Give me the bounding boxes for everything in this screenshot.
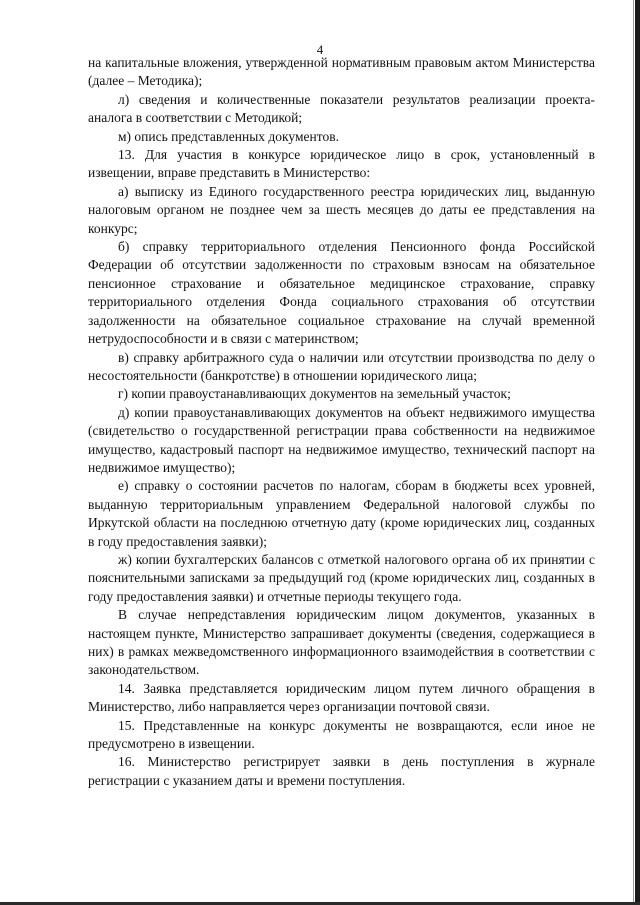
paragraph-continuation: на капитальные вложения, утвержденной нормативным правовым актом Министерства (далее – Методика);: [88, 55, 595, 89]
paragraph-item-zh: ж) копии бухгалтерских балансов с отметкой налогового органа об их принятии с пояснительными записками за предыдущий год (кроме юридических лиц, созданных в году предоставления заявки) и отчетные периоды текущего года.: [88, 551, 595, 604]
document-body: [88, 54, 595, 790]
paragraph-item-a: а) выписку из Единого государственного реестра юридических лиц, выданную налоговым органом не позднее чем за шесть месяцев до даты ее представления на конкурс;: [88, 183, 595, 236]
scan-edge-line: [633, 0, 634, 905]
paragraph-item-e: е) справку о состоянии расчетов по налогам, сборам в бюджеты всех уровней, выданную территориальным управлением Федеральной налоговой службы по Иркутской области на последнюю отчетную дату (кроме юридических лиц, созданных в году предоставления заявки);: [88, 478, 595, 549]
scan-edge-right: [635, 0, 640, 905]
paragraph-14: 14. Заявка представляется юридическим лицом путем личного обращения в Министерство, либо направляется через организации почтовой связи.: [88, 680, 595, 715]
paragraph-item-d: д) копии правоустанавливающих документов на объект недвижимого имущества (свидетельство о государственной регистрации права собственности на недвижимое имущество, кадастровый паспорт на недвижимое имущество, технический паспорт на недвижимое имущество);: [88, 404, 595, 475]
paragraph-item-b: б) справку территориального отделения Пенсионного фонда Российской Федерации об отсутствии задолженности по страховым взносам на обязательное пенсионное страхование и обязательное медицинское страхование, справку территориального отделения Фонда социального страхования об отсутствии задолженности на обязательное социальное страхование на случай временной нетрудоспособности и в связи с материнством;: [88, 239, 595, 347]
paragraph-15: 15. Представленные на конкурс документы не возвращаются, если иное не предусмотрено в извещении.: [88, 717, 595, 752]
paragraph-item-m: м) опись представленных документов.: [118, 128, 339, 144]
paragraph-item-l: л) сведения и количественные показатели результатов реализации проекта-аналога в соответствии с Методикой;: [88, 91, 595, 126]
paragraph-item-g: г) копии правоустанавливающих документов на земельный участок;: [118, 386, 511, 402]
paragraph-13: 13. Для участия в конкурсе юридическое лицо в срок, установленный в извещении, вправе представить в Министерство:: [88, 147, 595, 181]
paragraph-16: 16. Министерство регистрирует заявки в день поступления в журнале регистрации с указанием даты и времени поступления.: [88, 754, 595, 788]
paragraph-non-submission: В случае непредставления юридическим лицом документов, указанных в настоящем пункте, Министерство запрашивает документы (сведения, содержащиеся в них) в рамках межведомственного информационного взаимодействия в соответствии с законодательством.: [88, 607, 595, 678]
page-number: 4: [316, 42, 324, 57]
paragraph-item-v: в) справку арбитражного суда о наличии или отсутствии производства по делу о несостоятельности (банкротстве) в отношении юридического лица;: [88, 349, 595, 383]
